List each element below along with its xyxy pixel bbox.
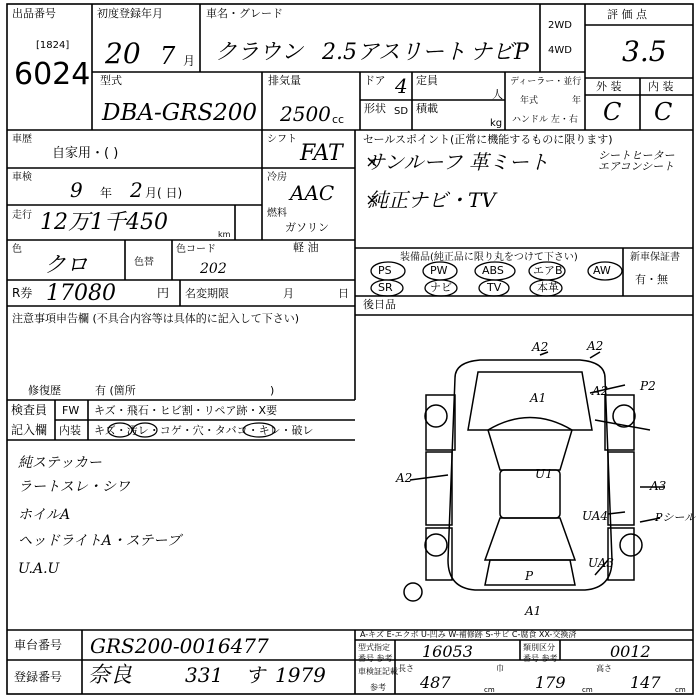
size-label: 車検証記載 xyxy=(358,667,398,676)
grade: 2.5アスリート xyxy=(322,40,467,65)
inspector-fw-label: FW xyxy=(62,404,80,417)
displacement-label: 排気量 xyxy=(268,74,301,87)
plate-region: 奈良 xyxy=(88,663,133,688)
height-cm: cm xyxy=(675,686,686,694)
mark-ua4: UA4 xyxy=(582,509,609,523)
inspector-label-2: 記入欄 xyxy=(11,423,48,437)
equip-airbag: エアB xyxy=(533,264,563,277)
note-line-1: 純ステッカー xyxy=(18,455,102,471)
class-label: 類別区分番号 参考 xyxy=(523,643,558,663)
usage-label: 車歴 xyxy=(12,134,32,145)
drive-4wd: 4WD xyxy=(548,45,572,56)
recycle-unit: 円 xyxy=(157,286,170,300)
first-reg-month-unit: 月 xyxy=(183,54,196,68)
color: クロ xyxy=(44,253,89,278)
capacity-unit: 人 xyxy=(492,88,503,101)
fuel-diesel: 軽 油 xyxy=(293,241,319,254)
plate-class: 331 xyxy=(185,663,224,687)
car-name-label: 車名・グレード xyxy=(206,7,283,20)
size-ref: 参考 xyxy=(370,683,386,692)
load-label: 積載 xyxy=(416,102,438,115)
score: 3.5 xyxy=(622,35,667,68)
equipment-title: 装備品(純正品に限り丸をつけて下さい) xyxy=(400,252,578,263)
lot-label: 出品番号 xyxy=(12,7,56,20)
mark-p: P xyxy=(525,569,534,583)
exterior-label: 外 装 xyxy=(596,80,622,93)
mark-a2-1: A2 xyxy=(532,340,549,354)
doors-label: ドア xyxy=(364,74,386,87)
year-label: 年式 xyxy=(520,96,539,106)
shape-label: 形状 xyxy=(364,102,386,115)
plate-kana: す xyxy=(245,663,265,687)
equip-tv: TV xyxy=(487,281,502,294)
mark-p2: P2 xyxy=(640,379,656,393)
drive-2wd: 2WD xyxy=(548,20,572,31)
note-line-3: ホイルA xyxy=(18,507,71,523)
interior-grade: C xyxy=(654,98,673,126)
model: DBA-GRS200 xyxy=(102,100,258,126)
notes-label: 注意事項申告欄 (不具合内容等は具体的に記入して下さい) xyxy=(12,312,300,325)
inspector-interior-label: 内装 xyxy=(59,424,81,437)
class-value: 0012 xyxy=(610,642,651,661)
car-name: クラウン xyxy=(215,40,304,65)
displacement-unit: cc xyxy=(332,113,345,126)
height: 147 xyxy=(630,673,661,692)
repair-value: 有 (箇所 xyxy=(95,384,136,397)
warranty-label: 新車保証書 xyxy=(630,252,680,263)
width: 179 xyxy=(535,673,566,692)
inspection-year: 9 xyxy=(70,178,83,202)
mileage-unit: km xyxy=(218,230,231,239)
shape: SD xyxy=(394,106,409,117)
name-change-label: 名変期限 xyxy=(185,287,229,300)
model-label: 型式 xyxy=(100,74,122,87)
first-reg-month: 7 xyxy=(160,42,176,70)
mark-ua3: UA3 xyxy=(588,556,615,570)
capacity-label: 定員 xyxy=(416,74,438,87)
displacement: 2500 xyxy=(280,102,331,126)
equip-sr: SR xyxy=(378,281,393,294)
history-label: 後日品 xyxy=(363,298,396,311)
inspection-month: 2 xyxy=(130,178,143,202)
model-cert-label: 型式指定番号 参考 xyxy=(358,643,393,663)
repair-label: 修復歴 xyxy=(28,384,61,397)
mark-a3: A3 xyxy=(650,479,667,493)
note-line-5: U.A.U xyxy=(18,561,60,577)
sales-title: セールスポイント(正常に機能するものに限ります) xyxy=(363,133,613,146)
equip-navi: ナビ xyxy=(430,281,452,294)
recycle: 17080 xyxy=(46,281,116,306)
inspector-label-1: 検査員 xyxy=(11,403,48,417)
dealer-label: ディーラー・並行 xyxy=(510,77,582,87)
shift: FAT xyxy=(300,141,343,166)
equip-aw: AW xyxy=(593,264,611,277)
equip-ps: PS xyxy=(378,264,392,277)
inspection-year-unit: 年 xyxy=(100,186,113,200)
ac: AAC xyxy=(290,181,335,205)
first-reg-label: 初度登録年月 xyxy=(97,7,163,20)
length: 487 xyxy=(420,673,451,692)
height-label: 高さ xyxy=(596,664,612,673)
exterior-grade: C xyxy=(603,98,622,126)
mark-p-seal: Pシール xyxy=(655,511,696,524)
model-cert: 16053 xyxy=(422,642,473,661)
plate-label: 登録番号 xyxy=(14,670,63,684)
shift-label: シフト xyxy=(267,134,297,145)
width-label: 巾 xyxy=(496,664,504,673)
length-label: 長さ xyxy=(398,664,414,673)
score-label: 評 価 点 xyxy=(607,8,647,21)
equip-pw: PW xyxy=(430,264,448,277)
load-unit: kg xyxy=(490,118,503,129)
mark-a2-left: A2 xyxy=(396,471,413,485)
interior-label: 内 装 xyxy=(648,80,674,93)
fuel-label: 燃料 xyxy=(267,208,287,219)
lot-number: 6024 xyxy=(14,57,91,92)
legend: A-キズ E-エクボ U-凹み W-補修跡 S-サビ C-腐食 XX-交換済 xyxy=(360,630,577,639)
chassis-number: GRS200-0016477 xyxy=(90,634,269,658)
ac-label: 冷房 xyxy=(267,172,287,183)
sales-line2: 純正ナビ・TV xyxy=(368,188,496,212)
length-cm: cm xyxy=(484,686,495,694)
repair-close: ) xyxy=(270,384,275,397)
inspector-interior-text: キズ・汚レ・コゲ・穴・タバコ・キレ・破レ xyxy=(94,424,314,437)
color-label: 色 xyxy=(12,244,22,255)
recycle-label: R券 xyxy=(12,286,33,300)
name-change-month: 月 xyxy=(283,287,294,300)
sales-line1: サンルーフ 革ミート xyxy=(365,150,549,174)
first-reg-year: 20 xyxy=(105,37,141,70)
sales-line1-note: シートヒーター エアコンシート xyxy=(598,149,675,173)
warranty-value: 有・無 xyxy=(635,273,668,286)
equip-abs: ABS xyxy=(482,264,504,277)
lot-sub: [1824] xyxy=(36,40,70,51)
mark-u1: U1 xyxy=(535,467,553,481)
usage: 自家用・( ) xyxy=(52,146,119,161)
mileage: 12万1千450 xyxy=(40,210,168,235)
chassis-label: 車台番号 xyxy=(14,638,63,652)
mark-a2-2: A2 xyxy=(587,339,604,353)
doors: 4 xyxy=(395,74,408,98)
note-line-2: ラートスレ・シワ xyxy=(18,479,130,495)
color-code: 202 xyxy=(200,261,227,277)
fuel-gasoline: ガソリン xyxy=(285,221,329,234)
year-unit: 年 xyxy=(572,96,582,106)
inspector-fw-text: キズ・飛石・ヒビ割・リペア跡・X要 xyxy=(94,404,278,417)
name-change-day: 日 xyxy=(338,287,349,300)
mark-a2-right: A2 xyxy=(592,384,609,398)
grade-extra: ナビP xyxy=(470,40,529,65)
inspection-month-unit: 月( 日) xyxy=(145,186,183,200)
mark-a1-bottom: A1 xyxy=(525,604,542,618)
width-cm: cm xyxy=(582,686,593,694)
plate-number: 1979 xyxy=(275,663,326,687)
mark-a1-top: A1 xyxy=(530,391,547,405)
equip-leather: 本革 xyxy=(537,281,559,294)
note-line-4: ヘッドライトA・ステーブ xyxy=(18,533,181,549)
color-code-label: 色コード xyxy=(176,244,216,255)
color-change-label: 色替 xyxy=(134,257,154,268)
inspection-label: 車検 xyxy=(12,172,32,183)
mileage-label: 走行 xyxy=(12,210,32,221)
handle-label: ハンドル 左・右 xyxy=(512,115,578,125)
